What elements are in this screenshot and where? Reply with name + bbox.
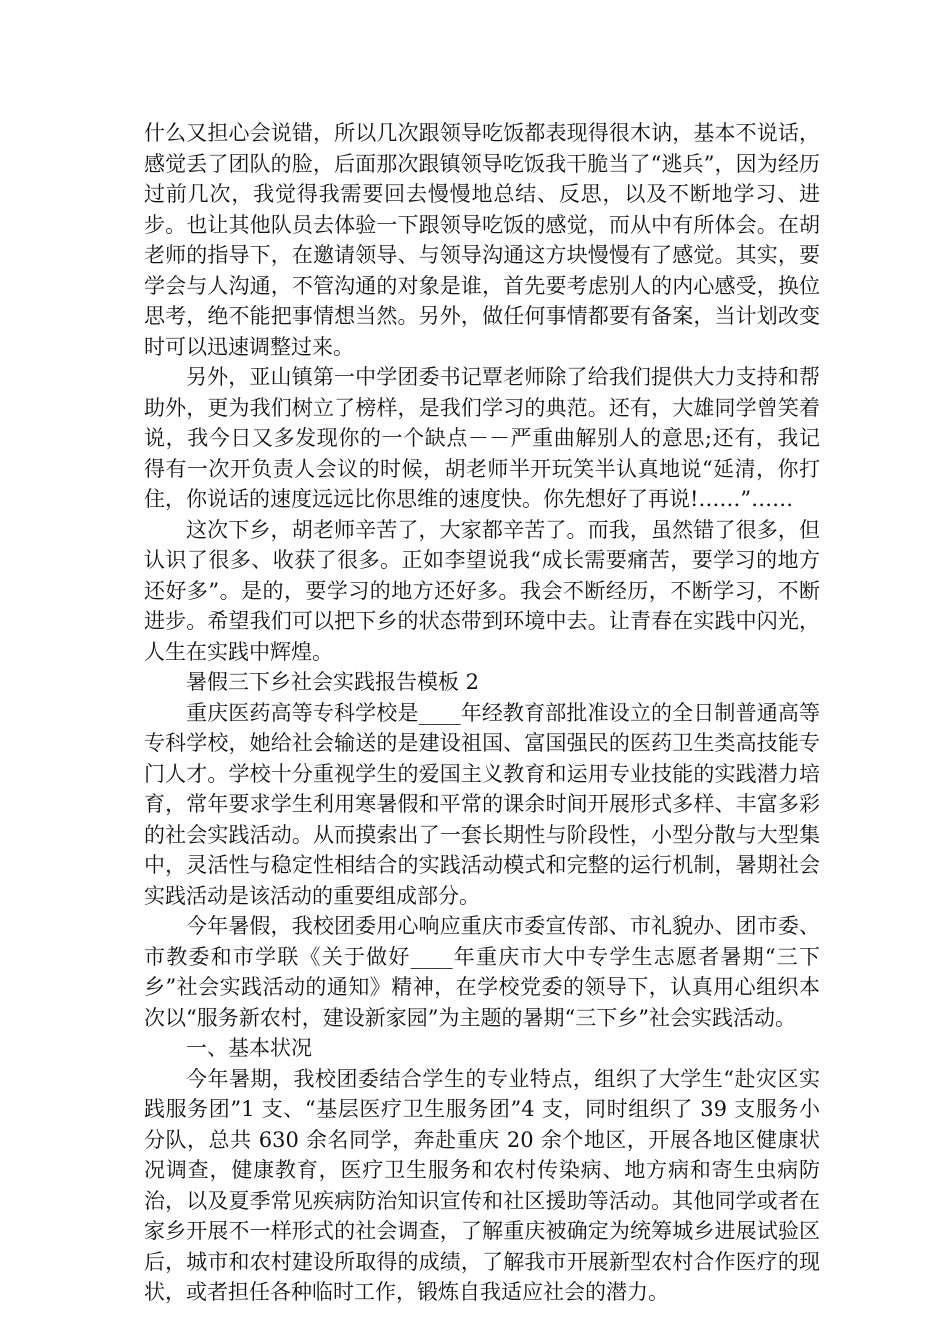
- paragraph-2: 另外，亚山镇第一中学团委书记覃老师除了给我们提供大力支持和帮助外，更为我们树立了榜样，是我们学习的典范。还有，大雄同学曾笑着说，我今日又多发现你的一个缺点－－严重曲解别人的意思;还有，我记得有一次开负责人会议的时候，胡老师半开玩笑半认真地说“延清，你打住，你说话的速度远远比你思维的速度快。你先想好了再说!……”……: [144, 365, 820, 511]
- section-heading-basic-situation: 一、基本状况: [186, 1036, 312, 1060]
- document-page: [144, 118, 820, 1308]
- paragraph-3: 这次下乡，胡老师辛苦了，大家都辛苦了。而我，虽然错了很多，但认识了很多、收获了很多。正如李望说我“成长需要痛苦，要学习的地方还好多”。是的，要学习的地方还好多。我会不断经历，不断学习，不断进步。希望我们可以把下乡的状态带到环境中去。让青春在实践中闪光，人生在实践中辉煌。: [144, 517, 820, 664]
- section-heading-report-2: 暑假三下乡社会实践报告模板 2: [186, 670, 480, 694]
- paragraph-5: 今年暑假，我校团委用心响应重庆市委宣传部、市礼貌办、团市委、市教委和市学联《关于做好____年重庆市大中专学生志愿者暑期“三下乡”社会实践活动的通知》精神，在学校党委的领导下，认真用心组织本次以“服务新农村，建设新家园”为主题的暑期“三下乡”社会实践活动。: [144, 914, 820, 1030]
- paragraph-4: 重庆医药高等专科学校是____年经教育部批准设立的全日制普通高等专科学校，她给社会输送的是建设祖国、富国强民的医药卫生类高技能专门人才。学校十分重视学生的爱国主义教育和运用专业技能的实践潜力培育，常年要求学生利用寒暑假和平常的课余时间开展形式多样、丰富多彩的社会实践活动。从而摸索出了一套长期性与阶段性，小型分散与大型集中，灵活性与稳定性相结合的实践活动模式和完整的运行机制，暑期社会实践活动是该活动的重要组成部分。: [144, 700, 820, 908]
- paragraph-6: 今年暑期，我校团委结合学生的专业特点，组织了大学生“赴灾区实践服务团”1 支、“基层医疗卫生服务团”4 支，同时组织了 39 支服务小分队，总共 630 余名同学，奔赴重庆 20 余个地区，开展各地区健康状况调查，健康教育，医疗卫生服务和农村传染病、地方病和寄生虫病防治，以及夏季常见疾病防治知识宣传和社区援助等活动。其他同学或者在家乡开展不一样形式的社会调查，了解重庆被确定为统筹城乡进展试验区后，城市和农村建设所取得的成绩，了解我市开展新型农村合作医疗的现状，或者担任各种临时工作，锻炼自我适应社会的潜力。: [144, 1066, 820, 1304]
- paragraph-1: 什么又担心会说错，所以几次跟领导吃饭都表现得很木讷，基本不说话，感觉丢了团队的脸，后面那次跟镇领导吃饭我干脆当了“逃兵”，因为经历过前几次，我觉得我需要回去慢慢地总结、反思，以及不断地学习、进步。也让其他队员去体验一下跟领导吃饭的感觉，而从中有所体会。在胡老师的指导下，在邀请领导、与领导沟通这方块慢慢有了感觉。其实，要学会与人沟通，不管沟通的对象是谁，首先要考虑别人的内心感受，换位思考，绝不能把事情想当然。另外，做任何事情都要有备案，当计划改变时可以迅速调整过来。: [144, 121, 820, 359]
